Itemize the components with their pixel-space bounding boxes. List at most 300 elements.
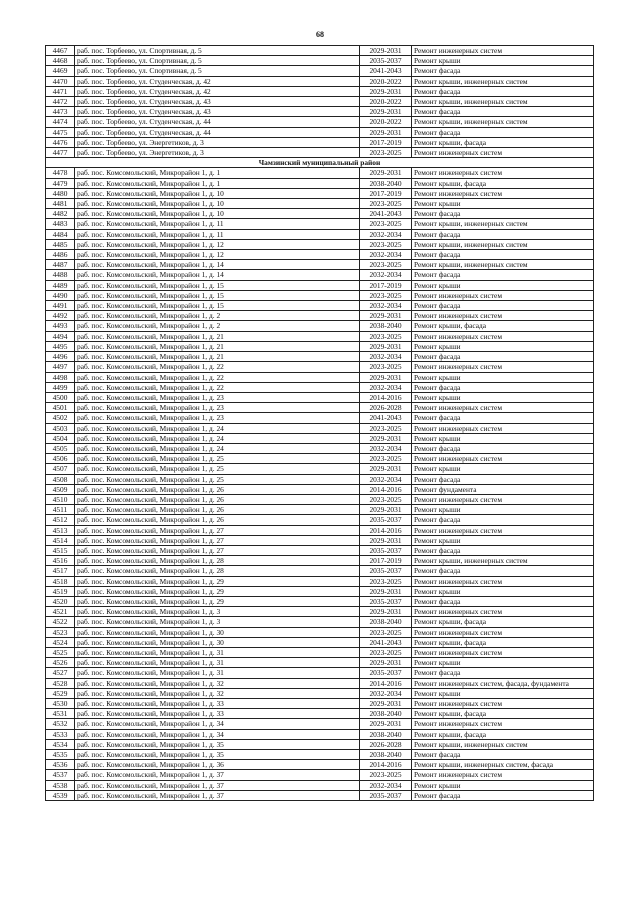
period-cell: 2029-2031 [360,433,412,443]
address-cell: раб. пос. Торбеево, ул. Энергетиков, д. 3 [75,137,360,147]
table-row [46,301,594,311]
page-number: 68 [316,30,324,39]
table-row [46,229,594,239]
row-number: 4476 [46,137,75,147]
period-cell: 2038-2040 [360,750,412,760]
address-cell: раб. пос. Комсомольский, Микрорайон 1, д. 31 [75,668,360,678]
address-cell: раб. пос. Комсомольский, Микрорайон 1, д. 3 [75,607,360,617]
work-type-cell: Ремонт крыши, фасада [412,137,594,147]
table-row [46,66,594,76]
address-cell: раб. пос. Комсомольский, Микрорайон 1, д. 28 [75,566,360,576]
row-number: 4518 [46,576,75,586]
row-number: 4483 [46,219,75,229]
period-cell: 2029-2031 [360,341,412,351]
period-cell: 2029-2031 [360,505,412,515]
address-cell: раб. пос. Комсомольский, Микрорайон 1, д. 26 [75,494,360,504]
row-number: 4490 [46,290,75,300]
period-cell: 2020-2022 [360,76,412,86]
period-cell: 2032-2034 [360,270,412,280]
table-row [46,46,594,56]
period-cell: 2035-2037 [360,566,412,576]
table-row [46,148,594,158]
period-cell: 2020-2022 [360,97,412,107]
period-cell: 2032-2034 [360,301,412,311]
address-cell: раб. пос. Комсомольский, Микрорайон 1, д. 35 [75,750,360,760]
work-type-cell: Ремонт фасада [412,750,594,760]
period-cell: 2029-2031 [360,658,412,668]
period-cell: 2029-2031 [360,311,412,321]
section-header [46,158,594,168]
table-row [46,86,594,96]
table-row [46,352,594,362]
period-cell: 2038-2040 [360,709,412,719]
address-cell: раб. пос. Комсомольский, Микрорайон 1, д. 37 [75,790,360,800]
work-type-cell: Ремонт инженерных систем [412,770,594,780]
row-number: 4533 [46,729,75,739]
work-type-cell: Ремонт крыши, инженерных систем [412,97,594,107]
row-number: 4487 [46,260,75,270]
table-row [46,413,594,423]
period-cell: 2029-2031 [360,86,412,96]
address-cell: раб. пос. Комсомольский, Микрорайон 1, д. 33 [75,709,360,719]
work-type-cell: Ремонт фасада [412,515,594,525]
work-type-cell: Ремонт фасада [412,66,594,76]
address-cell: раб. пос. Комсомольский, Микрорайон 1, д. 12 [75,239,360,249]
work-type-cell: Ремонт фасада [412,250,594,260]
row-number: 4478 [46,168,75,178]
period-cell: 2023-2025 [360,627,412,637]
row-number: 4497 [46,362,75,372]
address-cell: раб. пос. Комсомольский, Микрорайон 1, д. 2 [75,311,360,321]
address-cell: раб. пос. Комсомольский, Микрорайон 1, д. 27 [75,535,360,545]
period-cell: 2029-2031 [360,46,412,56]
address-cell: раб. пос. Комсомольский, Микрорайон 1, д. 24 [75,443,360,453]
work-type-cell: Ремонт фасада [412,668,594,678]
work-type-cell: Ремонт крыши [412,280,594,290]
address-cell: раб. пос. Комсомольский, Микрорайон 1, д. 37 [75,780,360,790]
period-cell: 2023-2025 [360,260,412,270]
work-type-cell: Ремонт фундамента [412,484,594,494]
period-cell: 2029-2031 [360,464,412,474]
work-type-cell: Ремонт крыши [412,341,594,351]
work-type-cell: Ремонт инженерных систем [412,627,594,637]
address-cell: раб. пос. Комсомольский, Микрорайон 1, д. 21 [75,341,360,351]
work-type-cell: Ремонт фасада [412,566,594,576]
work-type-cell: Ремонт фасада [412,413,594,423]
table-row [46,535,594,545]
work-type-cell: Ремонт фасада [412,229,594,239]
address-cell: раб. пос. Комсомольский, Микрорайон 1, д. 23 [75,392,360,402]
address-cell: раб. пос. Комсомольский, Микрорайон 1, д. 26 [75,505,360,515]
period-cell: 2023-2025 [360,331,412,341]
row-number: 4522 [46,617,75,627]
table-row [46,321,594,331]
row-number: 4531 [46,709,75,719]
address-cell: раб. пос. Комсомольский, Микрорайон 1, д. 10 [75,209,360,219]
period-cell: 2023-2025 [360,290,412,300]
table-row [46,56,594,66]
work-type-cell: Ремонт крыши [412,433,594,443]
row-number: 4527 [46,668,75,678]
row-number: 4479 [46,178,75,188]
table-row [46,127,594,137]
address-cell: раб. пос. Комсомольский, Микрорайон 1, д. 33 [75,699,360,709]
row-number: 4473 [46,107,75,117]
work-type-cell: Ремонт крыши, фасада [412,178,594,188]
table-row [46,760,594,770]
row-number: 4469 [46,66,75,76]
period-cell: 2038-2040 [360,617,412,627]
work-type-cell: Ремонт инженерных систем [412,699,594,709]
row-number: 4472 [46,97,75,107]
period-cell: 2017-2019 [360,556,412,566]
work-type-cell: Ремонт крыши [412,688,594,698]
table-row [46,484,594,494]
row-number: 4508 [46,474,75,484]
row-number: 4484 [46,229,75,239]
table-row [46,545,594,555]
work-type-cell: Ремонт крыши, инженерных систем, фасада [412,760,594,770]
table-row [46,617,594,627]
period-cell: 2041-2043 [360,637,412,647]
work-type-cell: Ремонт крыши, фасада [412,321,594,331]
table-row [46,97,594,107]
period-cell: 2029-2031 [360,127,412,137]
row-number: 4535 [46,750,75,760]
work-type-cell: Ремонт крыши, фасада [412,729,594,739]
table-row [46,137,594,147]
period-cell: 2029-2031 [360,607,412,617]
row-number: 4523 [46,627,75,637]
row-number: 4507 [46,464,75,474]
table-row [46,494,594,504]
work-type-cell: Ремонт крыши [412,464,594,474]
work-type-cell: Ремонт инженерных систем [412,46,594,56]
period-cell: 2032-2034 [360,780,412,790]
address-cell: раб. пос. Комсомольский, Микрорайон 1, д. 23 [75,413,360,423]
row-number: 4492 [46,311,75,321]
table-row [46,586,594,596]
row-number: 4500 [46,392,75,402]
table-row [46,525,594,535]
work-type-cell: Ремонт инженерных систем, фасада, фундамента [412,678,594,688]
period-cell: 2035-2037 [360,515,412,525]
work-type-cell: Ремонт крыши, фасада [412,637,594,647]
address-cell: раб. пос. Комсомольский, Микрорайон 1, д. 36 [75,760,360,770]
period-cell: 2023-2025 [360,423,412,433]
table-row [46,311,594,321]
row-number: 4494 [46,331,75,341]
table-row [46,117,594,127]
address-cell: раб. пос. Комсомольский, Микрорайон 1, д. 22 [75,382,360,392]
row-number: 4534 [46,739,75,749]
address-cell: раб. пос. Комсомольский, Микрорайон 1, д. 25 [75,474,360,484]
work-type-cell: Ремонт крыши, инженерных систем [412,117,594,127]
table-row [46,443,594,453]
row-number: 4481 [46,199,75,209]
address-cell: раб. пос. Комсомольский, Микрорайон 1, д. 22 [75,362,360,372]
work-type-cell: Ремонт фасада [412,352,594,362]
work-type-cell: Ремонт фасада [412,382,594,392]
address-cell: раб. пос. Комсомольский, Микрорайон 1, д. 2 [75,321,360,331]
address-cell: раб. пос. Комсомольский, Микрорайон 1, д. 37 [75,770,360,780]
table-row [46,790,594,800]
row-number: 4536 [46,760,75,770]
work-type-cell: Ремонт инженерных систем [412,423,594,433]
work-type-cell: Ремонт фасада [412,474,594,484]
table-row [46,168,594,178]
period-cell: 2038-2040 [360,729,412,739]
address-cell: раб. пос. Комсомольский, Микрорайон 1, д. 1 [75,168,360,178]
row-number: 4517 [46,566,75,576]
table-row [46,627,594,637]
address-cell: раб. пос. Комсомольский, Микрорайон 1, д. 12 [75,250,360,260]
address-cell: раб. пос. Торбеево, ул. Студенческая, д. 42 [75,86,360,96]
address-cell: раб. пос. Комсомольский, Микрорайон 1, д. 31 [75,658,360,668]
period-cell: 2029-2031 [360,719,412,729]
period-cell: 2026-2028 [360,403,412,413]
address-cell: раб. пос. Комсомольский, Микрорайон 1, д. 1 [75,178,360,188]
period-cell: 2032-2034 [360,443,412,453]
address-cell: раб. пос. Комсомольский, Микрорайон 1, д. 32 [75,678,360,688]
work-type-cell: Ремонт крыши, инженерных систем [412,76,594,86]
work-type-cell: Ремонт фасада [412,209,594,219]
table-row [46,454,594,464]
row-number: 4510 [46,494,75,504]
address-cell: раб. пос. Комсомольский, Микрорайон 1, д. 14 [75,270,360,280]
work-type-cell: Ремонт крыши, фасада [412,617,594,627]
period-cell: 2032-2034 [360,474,412,484]
work-type-cell: Ремонт фасада [412,86,594,96]
table-row [46,290,594,300]
row-number: 4530 [46,699,75,709]
row-number: 4477 [46,148,75,158]
row-number: 4480 [46,188,75,198]
work-type-cell: Ремонт инженерных систем [412,719,594,729]
row-number: 4495 [46,341,75,351]
row-number: 4521 [46,607,75,617]
work-type-cell: Ремонт фасада [412,301,594,311]
work-type-cell: Ремонт крыши, инженерных систем [412,219,594,229]
address-cell: раб. пос. Комсомольский, Микрорайон 1, д. 30 [75,637,360,647]
address-cell: раб. пос. Комсомольский, Микрорайон 1, д. 34 [75,719,360,729]
row-number: 4526 [46,658,75,668]
table-row [46,199,594,209]
period-cell: 2032-2034 [360,352,412,362]
table-row [46,464,594,474]
table-row [46,178,594,188]
period-cell: 2032-2034 [360,382,412,392]
period-cell: 2029-2031 [360,586,412,596]
row-number: 4524 [46,637,75,647]
address-cell: раб. пос. Торбеево, ул. Энергетиков, д. 3 [75,148,360,158]
period-cell: 2032-2034 [360,250,412,260]
work-type-cell: Ремонт инженерных систем [412,188,594,198]
address-cell: раб. пос. Комсомольский, Микрорайон 1, д. 28 [75,556,360,566]
period-cell: 2023-2025 [360,576,412,586]
address-cell: раб. пос. Торбеево, ул. Студенческая, д. 43 [75,107,360,117]
period-cell: 2032-2034 [360,229,412,239]
table-row [46,576,594,586]
row-number: 4516 [46,556,75,566]
row-number: 4498 [46,372,75,382]
work-type-cell: Ремонт крыши [412,535,594,545]
period-cell: 2023-2025 [360,770,412,780]
work-type-cell: Ремонт фасада [412,545,594,555]
period-cell: 2029-2031 [360,535,412,545]
address-cell: раб. пос. Комсомольский, Микрорайон 1, д. 24 [75,423,360,433]
row-number: 4528 [46,678,75,688]
work-type-cell: Ремонт фасада [412,790,594,800]
address-cell: раб. пос. Комсомольский, Микрорайон 1, д. 11 [75,219,360,229]
period-cell: 2023-2025 [360,454,412,464]
table-row [46,392,594,402]
work-type-cell: Ремонт фасада [412,127,594,137]
work-type-cell: Ремонт крыши, инженерных систем [412,260,594,270]
address-cell: раб. пос. Комсомольский, Микрорайон 1, д. 25 [75,454,360,464]
period-cell: 2023-2025 [360,239,412,249]
work-type-cell: Ремонт инженерных систем [412,494,594,504]
address-cell: раб. пос. Торбеево, ул. Спортивная, д. 5 [75,46,360,56]
period-cell: 2038-2040 [360,178,412,188]
table-row [46,423,594,433]
address-cell: раб. пос. Комсомольский, Микрорайон 1, д. 22 [75,372,360,382]
table-row [46,341,594,351]
work-type-cell: Ремонт инженерных систем [412,148,594,158]
table-row [46,770,594,780]
row-number: 4474 [46,117,75,127]
row-number: 4485 [46,239,75,249]
row-number: 4482 [46,209,75,219]
row-number: 4529 [46,688,75,698]
row-number: 4505 [46,443,75,453]
period-cell: 2041-2043 [360,209,412,219]
period-cell: 2017-2019 [360,188,412,198]
table-row [46,750,594,760]
address-cell: раб. пос. Комсомольский, Микрорайон 1, д. 15 [75,301,360,311]
row-number: 4512 [46,515,75,525]
period-cell: 2029-2031 [360,372,412,382]
address-cell: раб. пос. Комсомольский, Микрорайон 1, д. 29 [75,586,360,596]
row-number: 4538 [46,780,75,790]
period-cell: 2014-2016 [360,484,412,494]
row-number: 4491 [46,301,75,311]
table-row [46,678,594,688]
work-type-cell: Ремонт крыши, инженерных систем [412,239,594,249]
work-type-cell: Ремонт инженерных систем [412,525,594,535]
period-cell: 2014-2016 [360,525,412,535]
work-type-cell: Ремонт фасада [412,107,594,117]
period-cell: 2026-2028 [360,739,412,749]
address-cell: раб. пос. Комсомольский, Микрорайон 1, д. 21 [75,331,360,341]
work-type-cell: Ремонт инженерных систем [412,311,594,321]
table-row [46,372,594,382]
work-type-cell: Ремонт инженерных систем [412,647,594,657]
address-cell: раб. пос. Комсомольский, Микрорайон 1, д. 14 [75,260,360,270]
work-type-cell: Ремонт инженерных систем [412,290,594,300]
period-cell: 2032-2034 [360,688,412,698]
period-cell: 2041-2043 [360,413,412,423]
table-row [46,566,594,576]
table-row [46,260,594,270]
row-number: 4489 [46,280,75,290]
period-cell: 2023-2025 [360,199,412,209]
period-cell: 2020-2022 [360,117,412,127]
period-cell: 2029-2031 [360,107,412,117]
row-number: 4486 [46,250,75,260]
work-type-cell: Ремонт инженерных систем [412,362,594,372]
table-row [46,596,594,606]
address-cell: раб. пос. Комсомольский, Микрорайон 1, д. 10 [75,188,360,198]
work-type-cell: Ремонт крыши [412,505,594,515]
table-row [46,188,594,198]
table-row [46,637,594,647]
period-cell: 2035-2037 [360,790,412,800]
row-number: 4502 [46,413,75,423]
table-row [46,107,594,117]
row-number: 4471 [46,86,75,96]
work-type-cell: Ремонт фасада [412,270,594,280]
table-row [46,209,594,219]
table-row [46,739,594,749]
address-cell: раб. пос. Комсомольский, Микрорайон 1, д. 24 [75,433,360,443]
address-cell: раб. пос. Комсомольский, Микрорайон 1, д. 34 [75,729,360,739]
work-type-cell: Ремонт инженерных систем [412,454,594,464]
table-row [46,239,594,249]
table-row [46,688,594,698]
period-cell: 2029-2031 [360,168,412,178]
work-type-cell: Ремонт крыши, инженерных систем [412,739,594,749]
work-type-cell: Ремонт инженерных систем [412,607,594,617]
row-number: 4515 [46,545,75,555]
table-row [46,250,594,260]
work-type-cell: Ремонт инженерных систем [412,576,594,586]
address-cell: раб. пос. Торбеево, ул. Спортивная, д. 5 [75,66,360,76]
address-cell: раб. пос. Комсомольский, Микрорайон 1, д. 26 [75,515,360,525]
work-type-cell: Ремонт крыши [412,56,594,66]
work-type-cell: Ремонт инженерных систем [412,403,594,413]
period-cell: 2014-2016 [360,678,412,688]
address-cell: раб. пос. Комсомольский, Микрорайон 1, д. 27 [75,525,360,535]
work-type-cell: Ремонт крыши [412,780,594,790]
table-row [46,607,594,617]
period-cell: 2014-2016 [360,392,412,402]
period-cell: 2029-2031 [360,699,412,709]
table-row [46,219,594,229]
row-number: 4506 [46,454,75,464]
table-row [46,556,594,566]
table-row [46,729,594,739]
table-row [46,76,594,86]
period-cell: 2023-2025 [360,362,412,372]
address-cell: раб. пос. Комсомольский, Микрорайон 1, д. 11 [75,229,360,239]
period-cell: 2023-2025 [360,148,412,158]
table-row [46,647,594,657]
table-row [46,709,594,719]
table-row [46,331,594,341]
table-body-bottom [46,168,594,801]
address-cell: раб. пос. Комсомольский, Микрорайон 1, д. 30 [75,627,360,637]
table-row [46,668,594,678]
period-cell: 2017-2019 [360,137,412,147]
period-cell: 2035-2037 [360,668,412,678]
row-number: 4504 [46,433,75,443]
work-type-cell: Ремонт крыши [412,392,594,402]
period-cell: 2035-2037 [360,596,412,606]
table-row [46,515,594,525]
address-cell: раб. пос. Комсомольский, Микрорайон 1, д. 26 [75,484,360,494]
table-row [46,382,594,392]
